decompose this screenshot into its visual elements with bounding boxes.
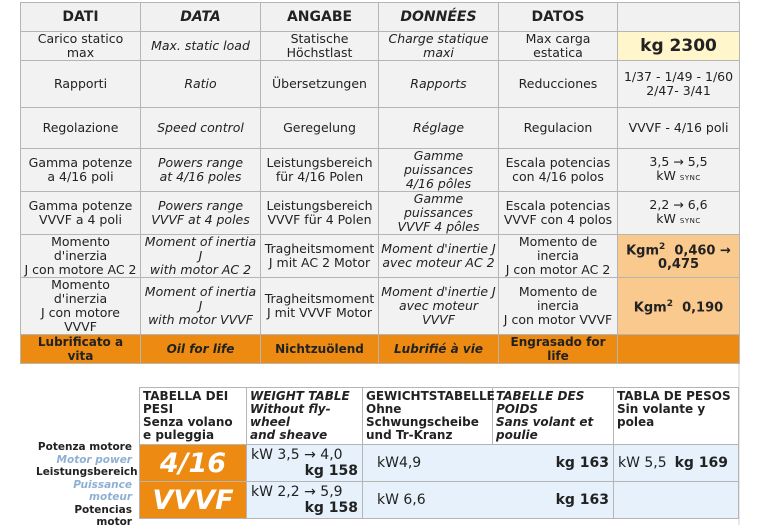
- cell-en: Speed control: [141, 108, 261, 149]
- cell-es: Momento de inercia J con motor AC 2: [499, 235, 618, 278]
- cell-fr: Lubrifié à vie: [379, 335, 499, 364]
- cell-de: Tragheitsmoment J mit AC 2 Motor: [261, 235, 379, 278]
- row-inertia-vvvf: [21, 278, 740, 335]
- cell-en: Moment of inertia J with motor AC 2: [141, 235, 261, 278]
- row-inertia-ac2: [21, 235, 740, 278]
- header-value: [618, 3, 740, 32]
- cell-de: Leistungsbereich für 4/16 Polen: [261, 149, 379, 192]
- label-it: Potenza motore: [37, 441, 132, 453]
- cell-en: Ratio: [141, 61, 261, 108]
- row-ratio: [21, 61, 740, 108]
- cell-de: Statische Höchstlast: [261, 32, 379, 61]
- row-lubrication: [21, 335, 740, 364]
- specifications-table: [20, 2, 740, 364]
- ratio-line-2: 2/47- 3/41: [646, 83, 711, 98]
- power-range-416-value: 3,5 → 5,5 kW SYNC: [618, 149, 740, 192]
- label-de: Leistungsbereich: [36, 466, 138, 478]
- weight-cell: kW4,9 kg 163: [363, 445, 614, 482]
- cell-it: Lubrificato a vita: [21, 335, 141, 364]
- cell-fr: Moment d'inertie J avec moteur VVVF: [379, 278, 499, 335]
- cell-fr: Charge statique maxi: [379, 32, 499, 61]
- cell-it: Momento d'inerzia J con motore AC 2: [21, 235, 141, 278]
- weight-header-row: [140, 388, 739, 445]
- cell-de: Geregelung: [261, 108, 379, 149]
- label-fr: Puissance moteur: [73, 478, 132, 503]
- row-speed-control: [21, 108, 740, 149]
- weight-cell: kW 5,5 kg 169: [614, 445, 739, 482]
- cell-it: Carico statico max: [21, 32, 141, 61]
- cell-en: Oil for life: [141, 335, 261, 364]
- inertia-vvvf-value: Kgm$^2$ 0,190: [618, 278, 740, 335]
- spec-header-row: [21, 3, 740, 32]
- weight-table: [139, 387, 739, 519]
- row-power-range-416: [21, 149, 740, 192]
- ratio-value: [618, 61, 740, 108]
- cell-fr: Rapports: [379, 61, 499, 108]
- weight-header-fr: TABELLE DES POIDS Sans volant et poulie: [493, 388, 614, 445]
- cell-de: Leistungsbereich VVVF für 4 Polen: [261, 192, 379, 235]
- cell-en: Powers range at 4/16 poles: [141, 149, 261, 192]
- cell-es: Escala potencias VVVF con 4 polos: [499, 192, 618, 235]
- cell-it: Regolazione: [21, 108, 141, 149]
- cell-en: Powers range VVVF at 4 poles: [141, 192, 261, 235]
- static-load-value: kg 2300: [618, 32, 740, 61]
- cell-de: Tragheitsmoment J mit VVVF Motor: [261, 278, 379, 335]
- cell-fr: Gamme puissances VVVF 4 pôles: [379, 192, 499, 235]
- cell-es: Engrasado for life: [499, 335, 618, 364]
- weight-row-416: [140, 445, 739, 482]
- header-it: DATI: [21, 3, 141, 32]
- cell-it: Momento d'inerzia J con motore VVVF: [21, 278, 141, 335]
- inertia-ac2-value: Kgm$^2$ 0,460 → 0,475: [618, 235, 740, 278]
- label-es: Potencias motor: [74, 503, 132, 528]
- row-label-416: 4/16: [140, 445, 247, 482]
- header-en: DATA: [141, 3, 261, 32]
- cell-es: Escala potencias con 4/16 polos: [499, 149, 618, 192]
- weight-header-en: WEIGHT TABLE Without fly-wheel and sheave: [247, 388, 363, 445]
- row-power-range-vvvf: [21, 192, 740, 235]
- cell-en: Max. static load: [141, 32, 261, 61]
- row-label-vvvf: VVVF: [140, 482, 247, 519]
- cell-fr: Moment d'inertie J avec moteur AC 2: [379, 235, 499, 278]
- weight-header-de: GEWICHTSTABELLE Ohne Schwungscheibe und Tr-Kranz: [363, 388, 493, 445]
- header-de: ANGABE: [261, 3, 379, 32]
- weight-row-vvvf: [140, 482, 739, 519]
- lubrication-value: [618, 335, 740, 364]
- weight-cell: kW 6,6 kg 163: [363, 482, 614, 519]
- cell-en: Moment of inertia J with motor VVVF: [141, 278, 261, 335]
- cell-fr: Réglage: [379, 108, 499, 149]
- cell-es: Regulacion: [499, 108, 618, 149]
- row-static-load: [21, 32, 740, 61]
- cell-fr: Gamme puissances 4/16 pôles: [379, 149, 499, 192]
- power-range-vvvf-value: 2,2 → 6,6 kW SYNC: [618, 192, 740, 235]
- cell-de: Nichtzuölend: [261, 335, 379, 364]
- weight-cell: kW 2,2 → 5,9 kg 158: [247, 482, 363, 519]
- weight-header-es: TABLA DE PESOS Sin volante y polea: [614, 388, 739, 445]
- cell-it: Gamma potenze VVVF a 4 poli: [21, 192, 141, 235]
- weight-cell: kW 3,5 → 4,0 kg 158: [247, 445, 363, 482]
- header-es: DATOS: [499, 3, 618, 32]
- header-fr: DONNÉES: [379, 3, 499, 32]
- cell-es: Reducciones: [499, 61, 618, 108]
- cell-it: Rapporti: [21, 61, 141, 108]
- power-labels: [36, 441, 138, 529]
- speed-control-value: VVVF - 4/16 poli: [618, 108, 740, 149]
- cell-de: Übersetzungen: [261, 61, 379, 108]
- cell-es: Max carga estatica: [499, 32, 618, 61]
- weight-header-it: TABELLA DEI PESI Senza volano e puleggia: [140, 388, 247, 445]
- cell-it: Gamma potenze a 4/16 poli: [21, 149, 141, 192]
- weight-cell-empty: [614, 482, 739, 519]
- cell-es: Momento de inercia J con motor VVVF: [499, 278, 618, 335]
- ratio-line-1: 1/37 - 1/49 - 1/60: [623, 69, 734, 84]
- label-en: Motor power: [56, 453, 132, 466]
